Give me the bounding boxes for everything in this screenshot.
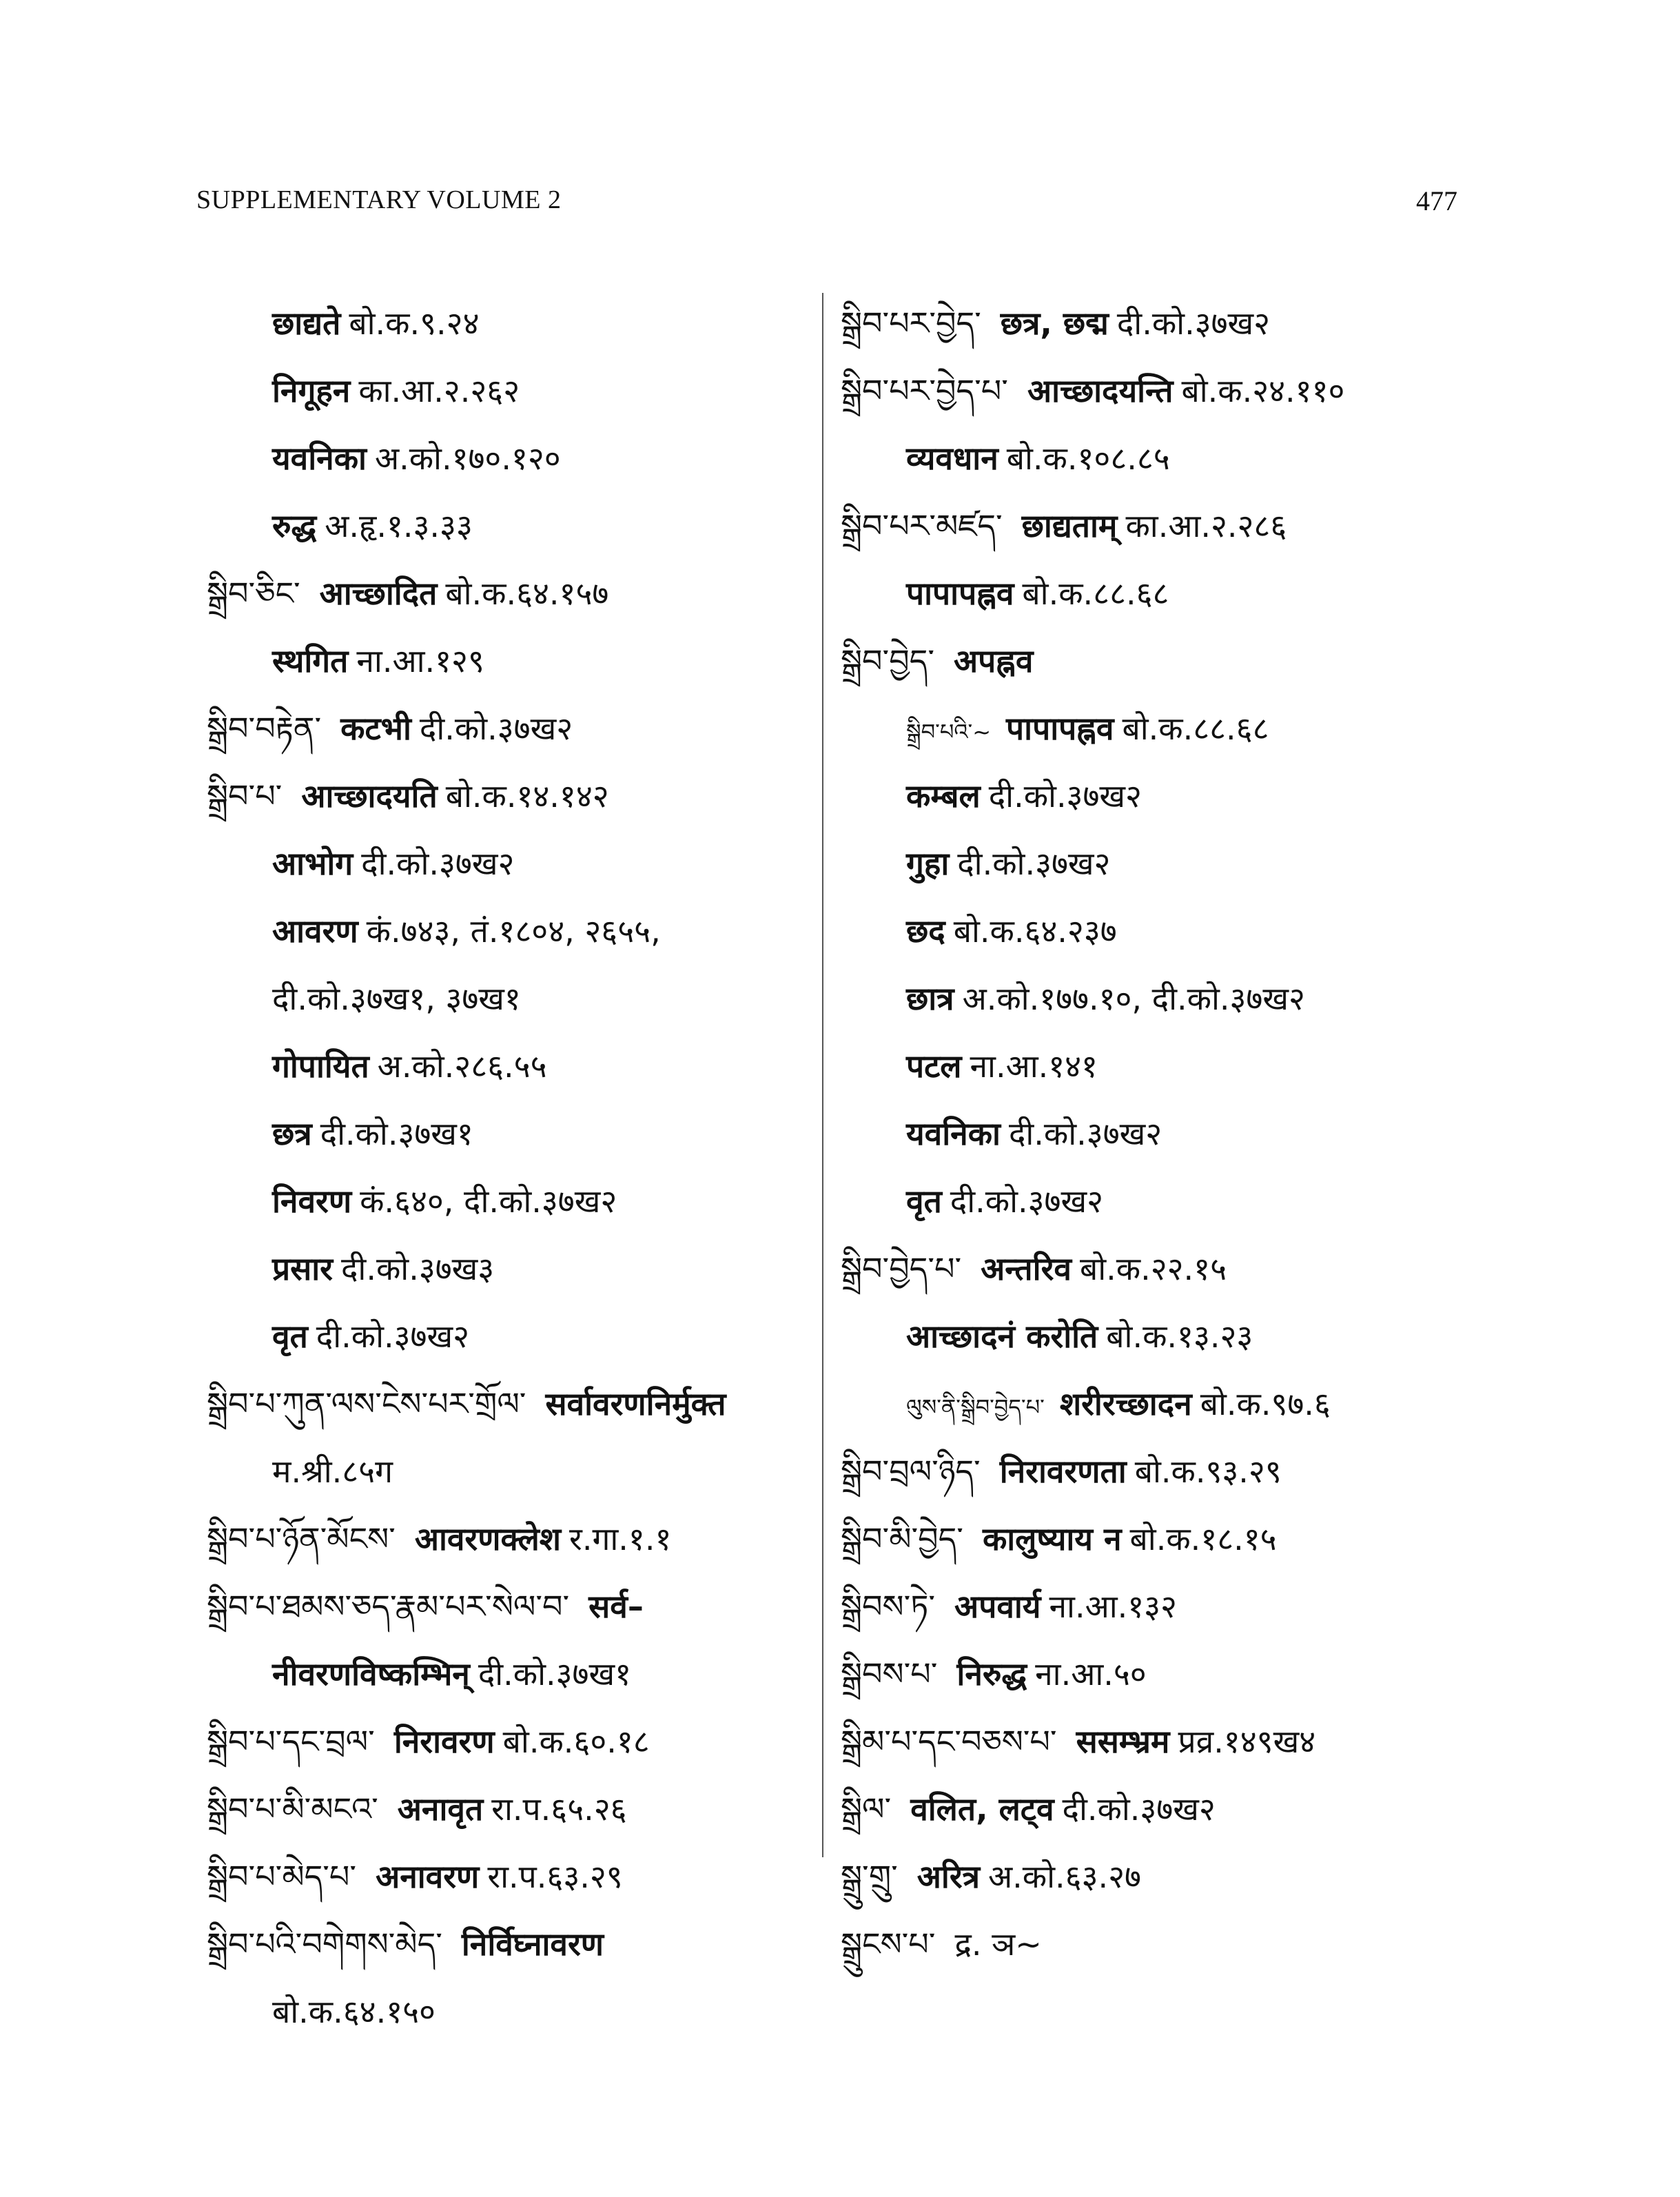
sanskrit-equivalent: वृत xyxy=(906,1183,942,1220)
sanskrit-equivalent: स्थगित xyxy=(272,642,349,679)
tibetan-headword: སྒྲིབ་བརྟེན་ xyxy=(207,710,322,747)
dictionary-entry xyxy=(207,425,813,492)
source-reference: अ.को.१७०.१२० xyxy=(374,440,561,477)
tibetan-headword: སྒྲིམ་པ་དང་བཅས་པ་ xyxy=(841,1723,1057,1760)
sanskrit-equivalent: छत्र xyxy=(272,1115,312,1152)
dictionary-entry xyxy=(207,357,813,425)
tibetan-headword: སྒྲིབ་པར་བྱེད་ xyxy=(841,305,981,342)
dictionary-entry xyxy=(841,965,1447,1032)
source-reference: दी.को.३७ख२ xyxy=(950,1183,1104,1220)
sanskrit-equivalent: निर्विघ्नावरण xyxy=(461,1925,604,1963)
tibetan-headword: སྒྲིབ་པ་དང་བྲལ་ xyxy=(207,1723,375,1760)
source-reference: बो.क.१८.१५ xyxy=(1129,1520,1277,1557)
sanskrit-equivalent: शरीरच्छादन xyxy=(1059,1385,1192,1422)
sanskrit-equivalent: सर्वावरणनिर्मुक्त xyxy=(545,1385,726,1422)
sanskrit-equivalent: अपह्नव xyxy=(953,642,1034,679)
source-reference: बो.क.९३.२९ xyxy=(1134,1453,1282,1490)
dictionary-entry xyxy=(207,1843,813,1910)
sanskrit-equivalent: छाद्यते xyxy=(272,305,341,342)
source-reference: ना.आ.५० xyxy=(1035,1655,1147,1693)
sanskrit-equivalent: वृत xyxy=(272,1318,308,1355)
source-reference: ना.आ.१२९ xyxy=(356,642,484,679)
dictionary-entry xyxy=(207,695,813,762)
dictionary-entry xyxy=(841,1843,1447,1910)
sanskrit-equivalent: गुहा xyxy=(906,845,950,882)
dictionary-entry xyxy=(841,1640,1447,1708)
sanskrit-equivalent: नीवरणविष्कम्भिन् xyxy=(272,1655,470,1693)
tibetan-headword: སྒྲིབ་པ་མེད་པ་ xyxy=(207,1858,357,1895)
column-divider xyxy=(822,293,823,1857)
dictionary-entry xyxy=(841,357,1447,425)
dictionary-entry xyxy=(841,289,1447,357)
source-reference: दी.को.३७ख२ xyxy=(419,710,573,747)
tibetan-headword: སྒྲིབ་པ་ཉོན་མོངས་ xyxy=(207,1520,396,1557)
source-reference: ना.आ.१३२ xyxy=(1049,1588,1177,1625)
sanskrit-equivalent: सर्व– xyxy=(588,1588,644,1625)
dictionary-entry xyxy=(841,425,1447,492)
tibetan-headword: སྒྲུ་གྲུ་ xyxy=(841,1858,898,1895)
sanskrit-equivalent: आभोग xyxy=(272,845,354,882)
tibetan-headword: སྒྲིབ་པར་བྱེད་པ་ xyxy=(841,372,1008,409)
sanskrit-equivalent: अनावृत xyxy=(397,1790,484,1828)
dictionary-entry xyxy=(841,1708,1447,1775)
dictionary-entry xyxy=(207,830,813,897)
dictionary-entry xyxy=(841,830,1447,897)
dictionary-entry xyxy=(207,1032,813,1100)
sanskrit-equivalent: अपवार्य xyxy=(954,1588,1041,1625)
tibetan-headword: སྒྲིབས་ཏེ་ xyxy=(841,1588,936,1625)
source-reference: बो.क.६०.१८ xyxy=(502,1723,650,1760)
dictionary-entry xyxy=(207,762,813,830)
sanskrit-equivalent: निरावरणता xyxy=(999,1453,1127,1490)
dictionary-entry xyxy=(841,1573,1447,1640)
dictionary-entry xyxy=(841,627,1447,695)
sanskrit-equivalent: ससम्भ्रम xyxy=(1076,1723,1170,1760)
right-column xyxy=(841,289,1447,1978)
dictionary-entry xyxy=(841,695,1447,762)
source-reference: प्रव्र.१४९ख४ xyxy=(1178,1723,1316,1760)
source-reference: दी.को.३७ख१ xyxy=(320,1115,473,1152)
source-reference: र.गा.१.१ xyxy=(569,1520,672,1557)
dictionary-entry xyxy=(207,1302,813,1370)
sanskrit-equivalent: छत्र, छद्म xyxy=(1000,305,1109,342)
dictionary-entry xyxy=(207,1235,813,1302)
dictionary-entry xyxy=(841,1100,1447,1167)
sanskrit-equivalent: व्यवधान xyxy=(906,440,998,477)
source-reference: दी.को.३७ख२ xyxy=(1062,1790,1216,1828)
sanskrit-equivalent: आच्छादयन्ति xyxy=(1027,372,1174,409)
dictionary-entry xyxy=(207,1640,813,1708)
sanskrit-equivalent: कालुष्याय न xyxy=(982,1520,1122,1557)
source-reference: म.श्री.८५ग xyxy=(272,1453,393,1490)
tibetan-headword: སྒྲིབ་བྲལ་ཉིད་ xyxy=(841,1453,981,1490)
source-reference: का.आ.२.२८६ xyxy=(1125,507,1287,544)
page-number: 477 xyxy=(1416,185,1457,216)
tibetan-headword: སྒྲིབ་པ་ཀུན་ལས་ངེས་པར་གྲོལ་ xyxy=(207,1385,526,1422)
dictionary-entry xyxy=(841,1505,1447,1573)
sanskrit-equivalent: अनावरण xyxy=(376,1858,480,1895)
dictionary-entry xyxy=(207,1775,813,1843)
source-reference: रा.प.६३.२९ xyxy=(487,1858,623,1895)
sanskrit-equivalent: अन्तरिव xyxy=(981,1250,1072,1287)
sanskrit-equivalent: निगूहन xyxy=(272,372,351,409)
sanskrit-equivalent: निरुद्ध xyxy=(956,1655,1027,1693)
source-reference: दी.को.३७ख२ xyxy=(1008,1115,1162,1152)
sanskrit-equivalent: आच्छादित xyxy=(319,575,438,612)
source-reference: रा.प.६५.२६ xyxy=(491,1790,627,1828)
source-reference: अ.को.२८६.५५ xyxy=(377,1048,547,1085)
source-reference: दी.को.३७ख२ xyxy=(957,845,1111,882)
sanskrit-equivalent: आवरणक्लेश xyxy=(414,1520,562,1557)
source-reference: ना.आ.१४१ xyxy=(970,1048,1098,1085)
source-reference: दी.को.३७ख१, ३७ख१ xyxy=(272,980,521,1017)
dictionary-entry xyxy=(207,1505,813,1573)
sanskrit-equivalent: वलित, लट्व xyxy=(910,1790,1054,1828)
source-reference: अ.को.६३.२७ xyxy=(988,1858,1141,1895)
dictionary-entry xyxy=(841,492,1447,560)
dictionary-entry xyxy=(207,492,813,560)
source-reference: अ.हृ.१.३.३३ xyxy=(325,507,473,544)
source-reference: बो.क.१४.१४२ xyxy=(445,777,609,815)
sanskrit-equivalent: कम्बल xyxy=(906,777,981,815)
sanskrit-equivalent: यवनिका xyxy=(906,1115,1001,1152)
dictionary-entry xyxy=(841,762,1447,830)
sanskrit-equivalent: पापापह्नव xyxy=(1006,710,1114,747)
sanskrit-equivalent: पटल xyxy=(906,1048,962,1085)
source-reference: दी.को.३७ख३ xyxy=(341,1250,495,1287)
dictionary-entry xyxy=(841,1302,1447,1370)
dictionary-entry xyxy=(841,1167,1447,1235)
dictionary-entry xyxy=(207,897,813,965)
dictionary-entry xyxy=(207,1100,813,1167)
tibetan-headword: སྒྲིབ་བྱེད་པ་ xyxy=(841,1250,962,1287)
tibetan-headword: སྒྲིབ་པ་ xyxy=(207,777,283,815)
dictionary-entry xyxy=(207,1370,813,1438)
dictionary-entry xyxy=(207,560,813,627)
dictionary-entry xyxy=(841,1235,1447,1302)
source-reference: दी.को.३७ख१ xyxy=(478,1655,632,1693)
tibetan-headword: སྒྲུངས་པ་ xyxy=(841,1925,936,1963)
source-reference: बो.क.८८.६८ xyxy=(1022,575,1169,612)
dictionary-entry xyxy=(207,289,813,357)
tibetan-headword: སྒྲིབ་མི་བྱེད་ xyxy=(841,1520,963,1557)
dictionary-entry xyxy=(841,560,1447,627)
sanskrit-equivalent: पापापह्नव xyxy=(906,575,1014,612)
source-reference: बो.क.९.२४ xyxy=(349,305,480,342)
dictionary-entry xyxy=(207,1438,813,1505)
source-reference: कं.६४०, दी.को.३७ख२ xyxy=(360,1183,617,1220)
dictionary-entry xyxy=(841,1910,1447,1978)
source-reference: बो.क.२२.१५ xyxy=(1079,1250,1227,1287)
dictionary-entry xyxy=(207,1910,813,1978)
dictionary-entry xyxy=(207,1167,813,1235)
source-reference: बो.क.१३.२३ xyxy=(1106,1318,1253,1355)
source-reference: दी.को.३७ख२ xyxy=(361,845,515,882)
dictionary-entry xyxy=(207,1708,813,1775)
sanskrit-equivalent: छद xyxy=(906,912,945,950)
source-reference: अ.को.१७७.१०, दी.को.३७ख२ xyxy=(962,980,1305,1017)
running-head: SUPPLEMENTARY VOLUME 2 xyxy=(196,185,562,214)
sanskrit-equivalent: निवरण xyxy=(272,1183,352,1220)
tibetan-headword: སྒྲིབ་པ་མི་མངའ་ xyxy=(207,1790,378,1828)
tibetan-headword: སྒྲིབ་པ་ཐམས་ཅད་རྣམ་པར་སེལ་བ་ xyxy=(207,1588,570,1625)
sanskrit-equivalent: गोपायित xyxy=(272,1048,369,1085)
source-reference: बो.क.१०८.८५ xyxy=(1006,440,1170,477)
page-header xyxy=(196,185,1457,226)
tibetan-headword: སྒྲིབ་བྱེད་ xyxy=(841,642,934,679)
source-reference: दी.को.३७ख२ xyxy=(1116,305,1271,342)
sanskrit-equivalent: प्रसार xyxy=(272,1250,333,1287)
sanskrit-equivalent: अरित्र xyxy=(916,1858,981,1895)
dictionary-entry xyxy=(207,1978,813,2045)
tibetan-headword: སྒྲིབ་པར་མཛད་ xyxy=(841,507,1003,544)
tibetan-headword: སྒྲིབས་པ་ xyxy=(841,1655,938,1693)
source-reference: बो.क.६४.१५० xyxy=(272,1993,436,2030)
tibetan-headword: སྒྲིལ་ xyxy=(841,1790,892,1828)
dictionary-entry xyxy=(207,965,813,1032)
source-reference: बो.क.८८.६८ xyxy=(1122,710,1269,747)
sanskrit-equivalent: आच्छादयति xyxy=(301,777,438,815)
tibetan-headword: སྒྲིབ་པའི་བགེགས་མེད་ xyxy=(207,1925,442,1963)
dictionary-entry xyxy=(841,897,1447,965)
dictionary-entry xyxy=(841,1438,1447,1505)
source-reference: बो.क.९७.६ xyxy=(1200,1385,1331,1422)
source-reference: बो.क.२४.११० xyxy=(1181,372,1345,409)
dictionary-entry xyxy=(207,627,813,695)
sanskrit-equivalent: आच्छादनं करोति xyxy=(906,1318,1098,1355)
dictionary-entry xyxy=(841,1370,1447,1438)
sanskrit-equivalent: छाद्यताम् xyxy=(1021,507,1118,544)
dictionary-entry xyxy=(841,1032,1447,1100)
sanskrit-equivalent: आवरण xyxy=(272,912,358,950)
source-reference: बो.क.६४.१५७ xyxy=(445,575,609,612)
sanskrit-equivalent: निरावरण xyxy=(393,1723,495,1760)
tibetan-headword: སྒྲིབ་པའི་~ xyxy=(906,719,992,745)
source-reference: दी.को.३७ख२ xyxy=(988,777,1142,815)
tibetan-headword: སྒྲིབ་ཅིང་ xyxy=(207,575,300,612)
sanskrit-equivalent: यवनिका xyxy=(272,440,367,477)
source-reference: का.आ.२.२६२ xyxy=(358,372,520,409)
dictionary-entry xyxy=(841,1775,1447,1843)
source-reference: बो.क.६४.२३७ xyxy=(953,912,1117,950)
left-column xyxy=(207,289,813,2045)
sanskrit-equivalent: कटभी xyxy=(340,710,411,747)
sanskrit-equivalent: छात्र xyxy=(906,980,954,1017)
source-reference: दी.को.३७ख२ xyxy=(316,1318,470,1355)
source-reference: द्र. ञ~ xyxy=(954,1925,1042,1963)
source-reference: कं.७४३, तं.१८०४, २६५५, xyxy=(366,912,661,950)
tibetan-headword: ལུས་ནི་སྒྲིབ་བྱེད་པ་ xyxy=(906,1394,1045,1420)
dictionary-entry xyxy=(207,1573,813,1640)
sanskrit-equivalent: रुद्ध xyxy=(272,507,317,544)
